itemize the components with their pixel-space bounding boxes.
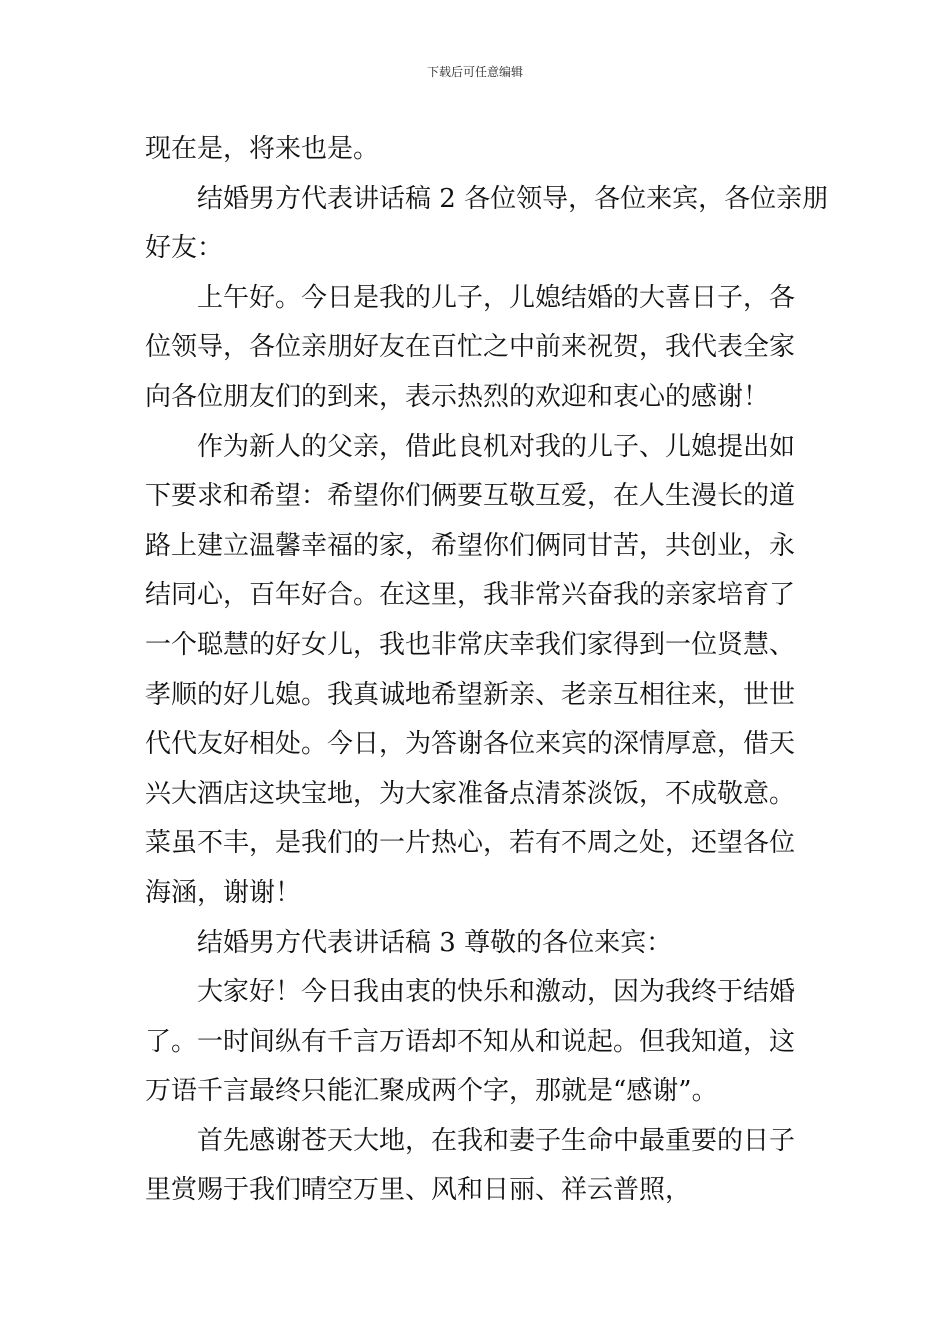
- text-line: 结婚男方代表讲话稿 3 尊敬的各位来宾：: [197, 927, 673, 958]
- text-line: 大家好！今日我由衷的快乐和激动，因为我终于结婚: [197, 977, 796, 1008]
- text-line: 位领导，各位亲朋好友在百忙之中前来祝贺，我代表全家: [145, 332, 796, 363]
- text-line: 现在是，将来也是。: [145, 134, 380, 164]
- document-body: [145, 125, 829, 1216]
- text-line: 上午好。今日是我的儿子，儿媳结婚的大喜日子，各: [197, 282, 796, 313]
- text-line: 代代友好相处。今日，为答谢各位来宾的深情厚意，借天: [145, 729, 796, 760]
- text-line: 结同心，百年好合。在这里，我非常兴奋我的亲家培育了: [145, 580, 796, 611]
- text-line: 首先感谢苍天大地，在我和妻子生命中最重要的日子: [197, 1125, 796, 1156]
- text-line: 兴大酒店这块宝地，为大家准备点清茶淡饭，不成敬意。: [145, 778, 796, 809]
- text-line: 好友：: [145, 233, 224, 264]
- page-header: 下载后可任意编辑: [426, 65, 523, 79]
- text-line: 结婚男方代表讲话稿 2 各位领导，各位来宾，各位亲朋: [197, 183, 829, 214]
- text-line: 路上建立温馨幸福的家，希望你们俩同甘苦，共创业，永: [145, 530, 796, 561]
- text-line: 向各位朋友们的到来，表示热烈的欢迎和衷心的感谢！: [145, 381, 770, 412]
- text-line: 菜虽不丰，是我们的一片热心，若有不周之处，还望各位: [145, 828, 796, 859]
- text-line: 了。一时间纵有千言万语却不知从和说起。但我知道，这: [145, 1026, 796, 1057]
- text-line: 孝顺的好儿媳。我真诚地希望新亲、老亲互相往来，世世: [145, 679, 796, 710]
- text-line: 下要求和希望：希望你们俩要互敬互爱，在人生漫长的道: [145, 481, 796, 512]
- text-line: 海涵，谢谢！: [145, 877, 302, 908]
- text-line: 万语千言最终只能汇聚成两个字，那就是“感谢”。: [145, 1076, 718, 1107]
- text-line: 作为新人的父亲，借此良机对我的儿子、儿媳提出如: [197, 431, 796, 462]
- text-line: 一个聪慧的好女儿，我也非常庆幸我们家得到一位贤慧、: [145, 629, 796, 660]
- text-line: 里赏赐于我们晴空万里、风和日丽、祥云普照，: [145, 1175, 692, 1206]
